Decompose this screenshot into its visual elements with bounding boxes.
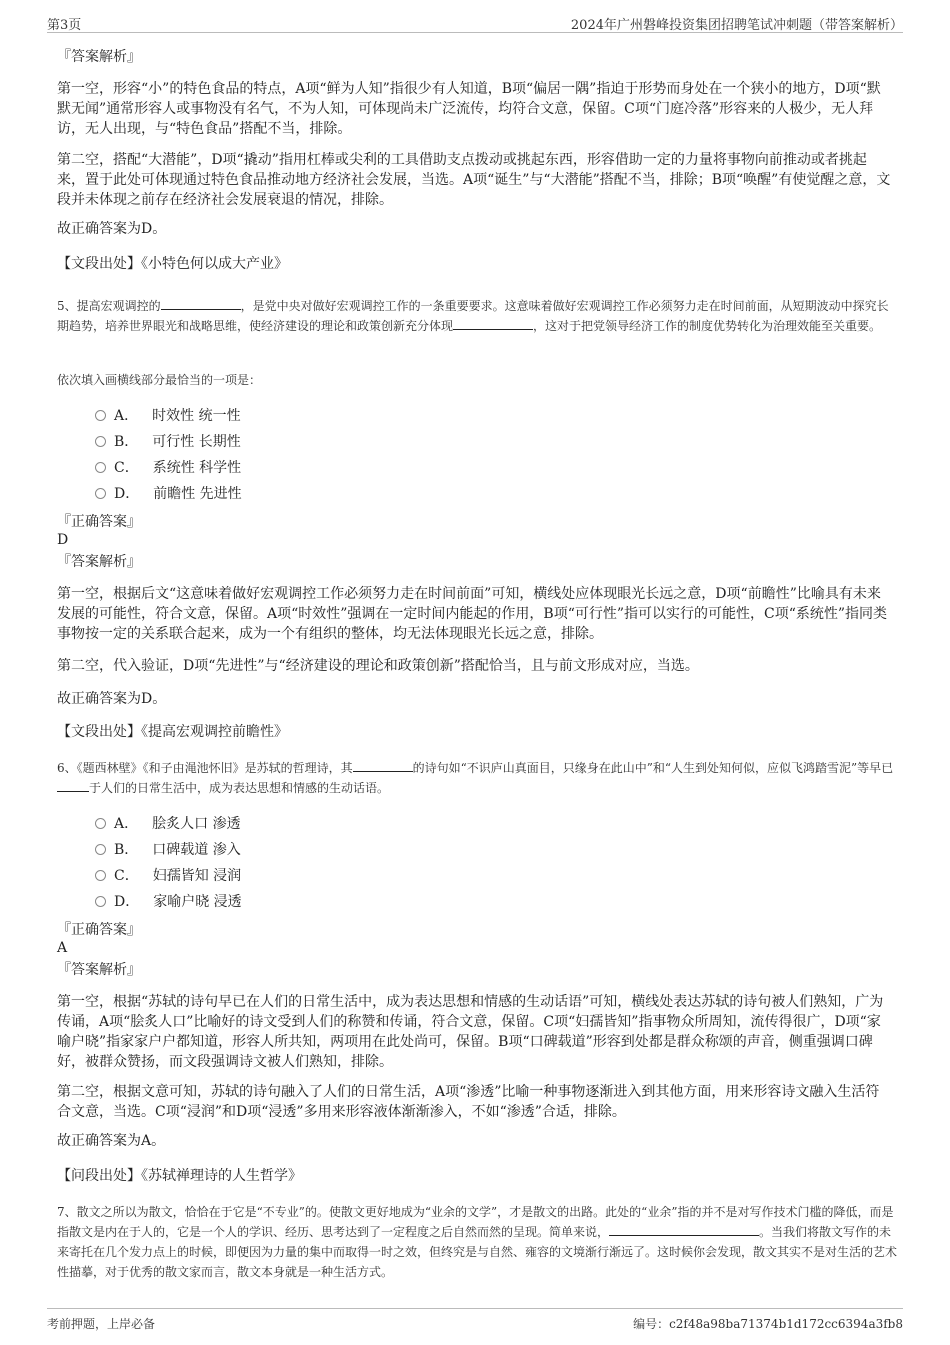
q4-analysis-p2: 第二空，搭配“大潜能”，D项“撬动”指用杠棒或尖利的工具借助支点拨动或挑起东西，形容借助一定的力量将事物向前推动或者挑起来，置于此处可体现通过特色食品推动地方经济社会发展，当选。A项“诞生”与“大潜能”搭配不当，排除；B项“唤醒”有使觉醒之意，文段并未体现之前存在经济社会发展衰退的情况，排除。 (57, 152, 891, 208)
q4-analysis-label: 『答案解析』 (57, 49, 141, 65)
radio-icon[interactable] (95, 896, 106, 907)
q4-source: 【文段出处】《小特色何以成大产业》 (57, 256, 288, 272)
q6-option-d[interactable]: D． 家喻户晓 浸透 (95, 892, 242, 912)
q5-correct-answer: D (57, 532, 69, 548)
radio-icon[interactable] (95, 462, 106, 473)
q4-analysis-p1: 第一空，形容“小”的特色食品的特点，A项“鲜为人知”指很少有人知道，B项“偏居一隅”指迫于形势而身处在一个狭小的地方，D项“默默无闻”通常形容人或事物没有名气，不为人知，可体现尚未广泛流传，均符合文意，保留。C项“门庭冷落”形容来的人极少，无人拜访，无人出现，与“特色食品”搭配不当，排除。 (57, 81, 881, 137)
q5-option-c[interactable]: C． 系统性 科学性 (95, 458, 241, 478)
q6-conclusion: 故正确答案为A。 (57, 1133, 166, 1149)
radio-icon[interactable] (95, 844, 106, 855)
q4-conclusion: 故正确答案为D。 (57, 221, 167, 237)
q7-blank-1 (609, 1223, 759, 1236)
q5-blank-1 (161, 297, 241, 310)
q5-stem: 5、提高宏观调控的 ，是党中央对做好宏观调控工作的一条重要要求。这意味着做好宏观调控工作必须努力走在时间前面，从短期波动中探究长期趋势，培养世界眼光和战略思维，使经济建设的理论和政策创新充分体现 ，这对于把党领导经济工作的制度优势转化为治理效能至关重要。 (57, 299, 889, 333)
radio-icon[interactable] (95, 818, 106, 829)
document-title: 2024年广州磐峰投资集团招聘笔试冲刺题（带答案解析） (570, 18, 903, 33)
q5-blank-2 (453, 317, 533, 330)
q5-prompt: 依次填入画横线部分最恰当的一项是： (57, 373, 262, 387)
q6-option-a[interactable]: A． 脍炙人口 渗透 (95, 814, 241, 834)
q6-correct-answer: A (57, 940, 68, 956)
radio-icon[interactable] (95, 870, 106, 881)
q5-analysis-label: 『答案解析』 (57, 554, 141, 570)
q5-correct-label: 『正确答案』 (57, 514, 141, 530)
q6-analysis-label: 『答案解析』 (57, 962, 141, 978)
q6-analysis-p1: 第一空，根据“苏轼的诗句早已在人们的日常生活中，成为表达思想和情感的生动话语”可知，横线处表达苏轼的诗句被人们熟知，广为传诵，A项“脍炙人口”比喻好的诗文受到人们的称赞和传诵，符合文意，保留。C项“妇孺皆知”指事物众所周知，流传得很广，D项“家喻户晓”指家家户户都知道，形容人所共知，两项用在此处尚可，保留。B项“口碑载道”形容到处都是群众称颂的声音，侧重强调口碑好，被群众赞扬，而文段强调诗文被人们熟知，排除。 (57, 994, 884, 1070)
radio-icon[interactable] (95, 488, 106, 499)
q6-blank-2 (57, 779, 89, 792)
page-header (47, 10, 903, 33)
q5-source: 【文段出处】《提高宏观调控前瞻性》 (57, 724, 288, 740)
q5-option-b[interactable]: B． 可行性 长期性 (95, 432, 241, 452)
page-number: 第3页 (47, 18, 82, 33)
q5-option-a[interactable]: A． 时效性 统一性 (95, 406, 241, 426)
q5-analysis-p2: 第二空，代入验证，D项“先进性”与“经济建设的理论和政策创新”搭配恰当，且与前文形成对应，当选。 (57, 658, 699, 674)
page-footer (47, 1308, 903, 1339)
q6-stem: 6、《题西林壁》《和子由渑池怀旧》是苏轼的哲理诗，其 的诗句如“不识庐山真面目，只缘身在此山中”和“人生到处知何似，应似飞鸿踏雪泥”等早已于人们的日常生活中，成为表达思想和情感的生动话语。 (57, 761, 894, 795)
document-id: 编号：c2f48a98ba71374b1d172cc6394a3fb8 (633, 1317, 903, 1331)
q6-option-b[interactable]: B． 口碑载道 渗入 (95, 840, 241, 860)
q5-analysis-p1: 第一空，根据后文“这意味着做好宏观调控工作必须努力走在时间前面”可知，横线处应体现眼光长远之意，D项“前瞻性”比喻具有未来发展的可能性，符合文意，保留。A项“时效性”强调在一定时间内能起的作用，B项“可行性”指可以实行的可能性，C项“系统性”指同类事物按一定的关系联合起来，成为一个有组织的整体，均无法体现眼光长远之意，排除。 (57, 586, 888, 642)
q5-option-d[interactable]: D． 前瞻性 先进性 (95, 484, 242, 504)
radio-icon[interactable] (95, 436, 106, 447)
q6-source: 【问段出处】《苏轼禅理诗的人生哲学》 (57, 1168, 302, 1184)
q6-analysis-p2: 第二空，根据文意可知，苏轼的诗句融入了人们的日常生活，A项“渗透”比喻一种事物逐渐进入到其他方面，用来形容诗文融入生活符合文意，当选。C项“浸润”和D项“浸透”多用来形容液体渐渐渗入，不如“渗透”合适，排除。 (57, 1084, 880, 1120)
footer-slogan: 考前押题，上岸必备 (47, 1317, 156, 1331)
q5-conclusion: 故正确答案为D。 (57, 691, 167, 707)
q7-stem: 7、散文之所以为散文，恰恰在于它是“不专业”的。使散文更好地成为“业余的文学”，才是散文的出路。此处的“业余”指的并不是对写作技术门槛的降低，而是指散文是内在于人的，它是一个人的学识、经历、思考达到了一定程度之后自然而然的呈现。简单来说， 。当我们将散文写作的未来寄托在几个发力点上的时候，即便因为力量的集中而取得一时之效，但终究是与自然、雍容的文境渐行渐远了。这时候你会发现，散文其实不是对生活的艺术性描摹，对于优秀的散文家而言，散文本身就是一种生活方式。 (57, 1205, 898, 1279)
radio-icon[interactable] (95, 410, 106, 421)
q6-blank-1 (353, 759, 413, 772)
q6-correct-label: 『正确答案』 (57, 922, 141, 938)
q6-option-c[interactable]: C． 妇孺皆知 浸润 (95, 866, 241, 886)
